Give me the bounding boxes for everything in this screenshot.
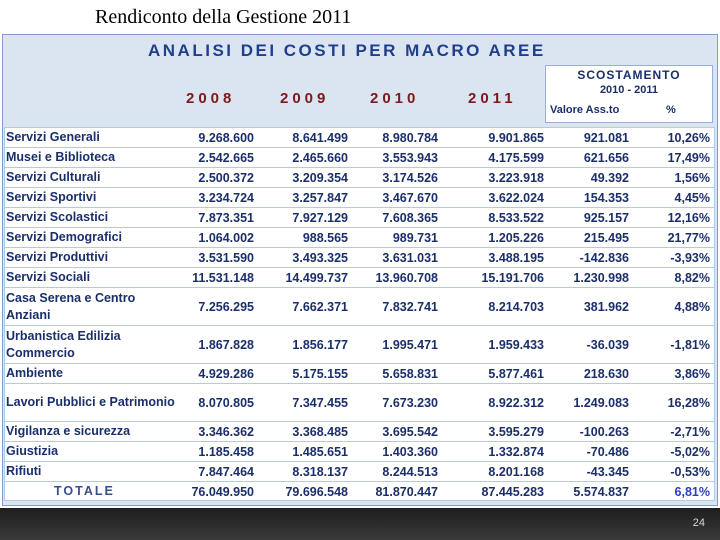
cell-v2011: 8.201.168 [488, 464, 544, 479]
cell-v2010: 7.673.230 [382, 395, 438, 410]
cell-v2011: 15.191.706 [481, 270, 544, 285]
cell-v2009: 5.175.155 [292, 366, 348, 381]
cell-v2008: 9.268.600 [198, 130, 254, 145]
cell-v2010: 8.980.784 [382, 130, 438, 145]
cell-abs: -100.263 [579, 424, 629, 439]
cell-v2008: 7.847.464 [198, 464, 254, 479]
cell-v2008: 7.256.295 [198, 299, 254, 314]
cell-v2011: 3.595.279 [488, 424, 544, 439]
cell-v2008: 2.542.665 [198, 150, 254, 165]
cell-v2009: 3.368.485 [292, 424, 348, 439]
cell-abs: -43.345 [586, 464, 629, 479]
row-label: Servizi Scolastici [6, 210, 109, 224]
row-label: Ambiente [6, 366, 63, 380]
cell-v2010: 3.174.526 [382, 170, 438, 185]
cell-v2008: 7.873.351 [198, 210, 254, 225]
cell-abs: 1.249.083 [573, 395, 629, 410]
cell-pct: 17,49% [667, 150, 710, 165]
table-row [4, 462, 715, 482]
cell-v2009: 1.485.651 [292, 444, 348, 459]
cell-abs: -70.486 [586, 444, 629, 459]
row-label: Servizi Produttivi [6, 250, 109, 264]
table-row [4, 442, 715, 462]
total-label: TOTALE [54, 484, 115, 498]
cell-pct: 8,82% [674, 270, 710, 285]
table-row [4, 248, 715, 268]
cell-v2008: 1.867.828 [198, 337, 254, 352]
total-v2008: 76.049.950 [191, 484, 254, 499]
cell-v2011: 1.332.874 [488, 444, 544, 459]
cell-v2009: 8.318.137 [292, 464, 348, 479]
cell-pct: 10,26% [667, 130, 710, 145]
cell-v2011: 4.175.599 [488, 150, 544, 165]
table-row [4, 128, 715, 148]
row-label: Servizi Culturali [6, 170, 101, 184]
cell-v2009: 3.209.354 [292, 170, 348, 185]
scostamento-col-pct: % [666, 104, 676, 116]
cell-v2009: 8.641.499 [292, 130, 348, 145]
table-row [4, 268, 715, 288]
total-v2009: 79.696.548 [285, 484, 348, 499]
total-v2010: 81.870.447 [375, 484, 438, 499]
cell-pct: -3,93% [670, 250, 710, 265]
table-row [4, 364, 715, 384]
total-abs: 5.574.837 [573, 484, 629, 499]
cell-abs: -142.836 [579, 250, 629, 265]
year-header-2010: 2010 [370, 90, 420, 107]
cell-abs: 381.962 [583, 299, 629, 314]
scostamento-title: SCOSTAMENTO [577, 68, 681, 82]
table-row [4, 422, 715, 442]
cell-v2011: 1.205.226 [488, 230, 544, 245]
row-label: Servizi Generali [6, 130, 100, 144]
cell-v2010: 3.695.542 [382, 424, 438, 439]
year-header-2009: 2009 [280, 90, 330, 107]
cell-abs: 921.081 [583, 130, 629, 145]
cell-v2008: 3.346.362 [198, 424, 254, 439]
cell-v2009: 988.565 [302, 230, 348, 245]
cell-abs: 925.157 [583, 210, 629, 225]
row-label: Casa Serena e Centro Anziani [6, 290, 136, 322]
total-v2011: 87.445.283 [481, 484, 544, 499]
table-row [4, 384, 715, 422]
cell-v2010: 7.832.741 [382, 299, 438, 314]
table-row [4, 228, 715, 248]
cell-v2010: 3.553.943 [382, 150, 438, 165]
row-label: Vigilanza e sicurezza [6, 424, 131, 438]
cell-v2009: 7.347.455 [292, 395, 348, 410]
total-row [4, 482, 715, 501]
cell-abs: 49.392 [590, 170, 629, 185]
cell-v2008: 3.234.724 [198, 190, 254, 205]
cell-v2010: 13.960.708 [375, 270, 438, 285]
row-label: Musei e Biblioteca [6, 150, 116, 164]
cell-pct: -2,71% [670, 424, 710, 439]
table-title: ANALISI DEI COSTI PER MACRO AREE [148, 41, 546, 60]
cell-pct: 4,45% [674, 190, 710, 205]
cell-v2011: 9.901.865 [488, 130, 544, 145]
cell-pct: -0,53% [670, 464, 710, 479]
cell-v2011: 3.223.918 [488, 170, 544, 185]
cell-abs: 1.230.998 [573, 270, 629, 285]
scostamento-header [545, 65, 713, 123]
cell-abs: 154.353 [583, 190, 629, 205]
year-header-2008: 2008 [186, 90, 236, 107]
cell-pct: -5,02% [670, 444, 710, 459]
total-pct: 6,81% [674, 484, 710, 499]
table-row [4, 148, 715, 168]
cell-v2011: 8.922.312 [488, 395, 544, 410]
cell-v2008: 8.070.805 [198, 395, 254, 410]
row-label: Lavori Pubblici e Patrimonio [6, 395, 175, 409]
cell-v2009: 2.465.660 [292, 150, 348, 165]
cell-v2009: 14.499.737 [285, 270, 348, 285]
cell-v2011: 1.959.433 [488, 337, 544, 352]
page-number: 24 [692, 517, 705, 529]
cell-v2010: 1.403.360 [382, 444, 438, 459]
table-row [4, 326, 715, 364]
cell-pct: 3,86% [674, 366, 710, 381]
table-row [4, 288, 715, 326]
cell-v2008: 1.185.458 [198, 444, 254, 459]
cell-v2011: 8.533.522 [488, 210, 544, 225]
row-label: Giustizia [6, 444, 59, 458]
slide-title: Rendiconto della Gestione 2011 [95, 6, 352, 28]
cell-v2009: 7.662.371 [292, 299, 348, 314]
cell-v2008: 4.929.286 [198, 366, 254, 381]
cell-v2010: 8.244.513 [382, 464, 438, 479]
cell-v2009: 7.927.129 [292, 210, 348, 225]
cell-v2008: 2.500.372 [198, 170, 254, 185]
cell-v2008: 1.064.002 [198, 230, 254, 245]
year-header-2011: 2011 [468, 90, 517, 107]
cell-v2011: 8.214.703 [488, 299, 544, 314]
cell-v2010: 7.608.365 [382, 210, 438, 225]
cell-v2011: 5.877.461 [488, 366, 544, 381]
cell-pct: 21,77% [667, 230, 710, 245]
table-row [4, 168, 715, 188]
cell-v2009: 3.257.847 [292, 190, 348, 205]
cell-v2010: 1.995.471 [382, 337, 438, 352]
table-row [4, 208, 715, 228]
cell-pct: 1,56% [674, 170, 710, 185]
cell-v2009: 3.493.325 [292, 250, 348, 265]
cell-v2010: 3.467.670 [382, 190, 438, 205]
cell-abs: 215.495 [583, 230, 629, 245]
footer-bar [0, 508, 720, 540]
cell-v2011: 3.488.195 [488, 250, 544, 265]
cell-pct: -1,81% [670, 337, 710, 352]
cell-pct: 16,28% [667, 395, 710, 410]
cell-pct: 12,16% [667, 210, 710, 225]
row-label: Urbanistica Edilizia Commercio [6, 328, 121, 360]
cell-v2008: 3.531.590 [198, 250, 254, 265]
cell-v2010: 5.658.831 [382, 366, 438, 381]
cell-v2011: 3.622.024 [488, 190, 544, 205]
table-row [4, 188, 715, 208]
cell-pct: 4,88% [674, 299, 710, 314]
cell-abs: -36.039 [586, 337, 629, 352]
cell-v2009: 1.856.177 [292, 337, 348, 352]
cell-abs: 621.656 [583, 150, 629, 165]
row-label: Servizi Demografici [6, 230, 123, 244]
scostamento-col-abs: Valore Ass.to [550, 104, 620, 116]
cell-v2010: 3.631.031 [382, 250, 438, 265]
row-label: Rifiuti [6, 464, 42, 478]
row-label: Servizi Sportivi [6, 190, 97, 204]
cell-abs: 218.630 [583, 366, 629, 381]
cell-v2008: 11.531.148 [192, 270, 254, 285]
cell-v2010: 989.731 [392, 230, 438, 245]
scostamento-period: 2010 - 2011 [599, 84, 659, 96]
row-label: Servizi Sociali [6, 270, 91, 284]
